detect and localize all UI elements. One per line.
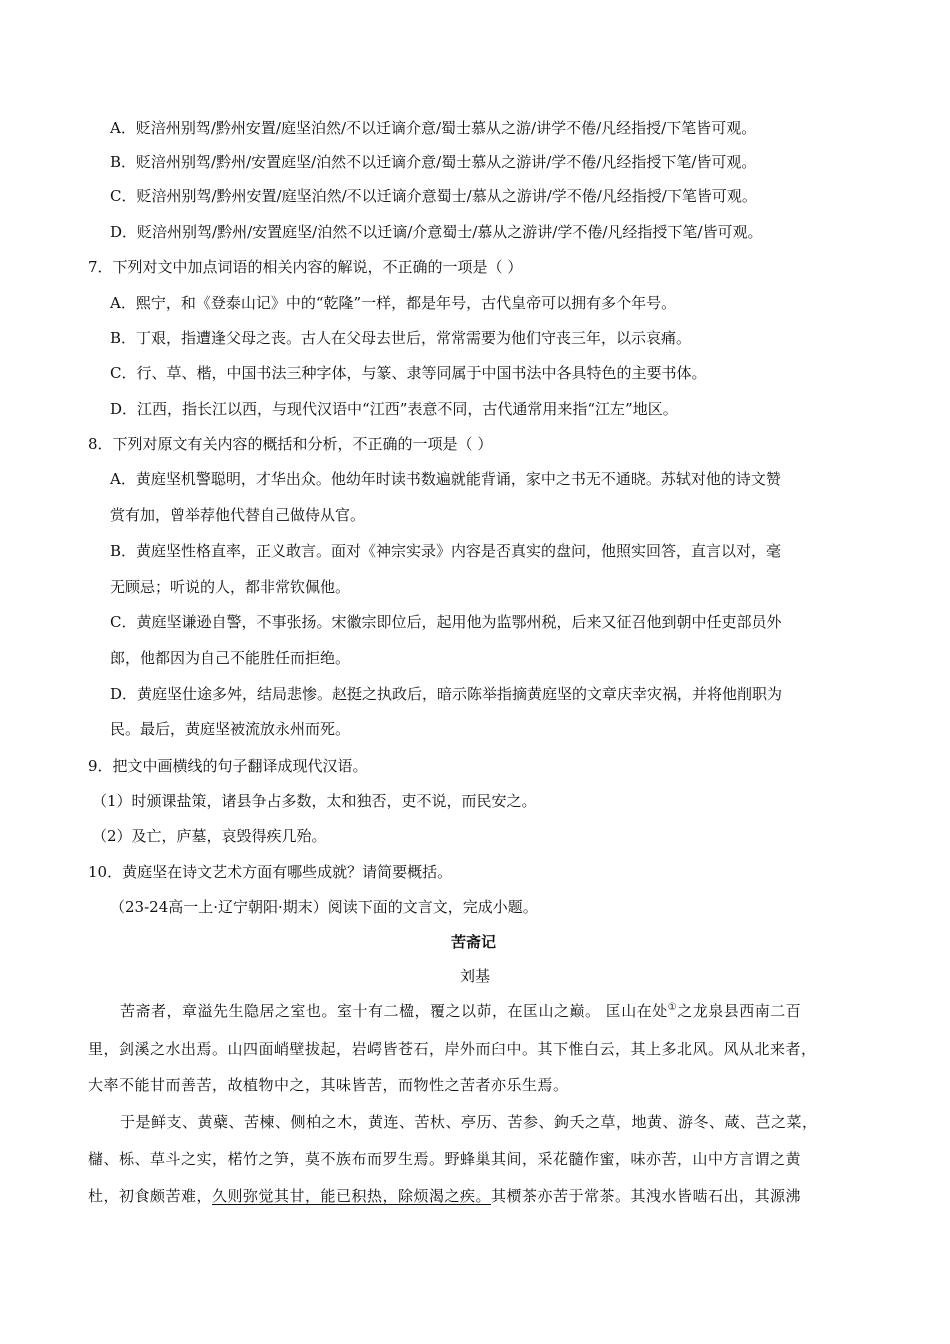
q8-option-c[interactable]: C．黄庭坚谦逊自警，不事张扬。宋徽宗即位后，起用他为监鄂州税，后来又征召他到朝中任吏部员外: [110, 613, 782, 631]
passage-p2-line2: 櫧、栎、草斗之实，楉竹之笋，莫不族布而罗生焉。野蜂巢其间，采花髓作蜜，味亦苦，山中方言谓之黄: [88, 1150, 802, 1168]
q8-option-d-cont: 民。最后，黄庭坚被流放永州而死。: [110, 720, 351, 738]
underlined-sentence: 久则弥觉其甘，能已积热，除烦渴之疾。: [212, 1187, 492, 1205]
q8-option-a[interactable]: A．黄庭坚机警聪明，才华出众。他幼年时读书数遍就能背诵，家中之书无不通晓。苏轼对他的诗文赞: [110, 470, 781, 488]
q9-sentence-1: （1）时颁课盐策，诸县争占多数，太和独否，吏不说，而民安之。: [92, 792, 537, 810]
q9-stem: 9．把文中画横线的句子翻译成现代汉语。: [88, 757, 368, 775]
source-line: （23-24高一上·辽宁朝阳·期末）阅读下面的文言文，完成小题。: [110, 898, 538, 916]
q6-option-a[interactable]: A．贬涪州别驾/黔州安置/庭坚泊然/不以迁谪介意/蜀士慕从之游/讲学不倦/凡经指授/下笔皆可观。: [110, 119, 757, 137]
q8-option-a-cont: 赏有加，曾举荐他代替自己做侍从官。: [110, 506, 366, 524]
q8-option-b-cont: 无顾忌；听说的人，都非常钦佩他。: [110, 578, 351, 596]
q8-stem: 8．下列对原文有关内容的概括和分析，不正确的一项是（ ）: [88, 435, 493, 453]
q8-option-b[interactable]: B．黄庭坚性格直率，正义敢言。面对《神宗实录》内容是否真实的盘问，他照实回答，直言以对，毫: [110, 542, 782, 560]
footnote-marker: ①: [667, 1002, 678, 1013]
passage-p2-line1: 于是鲜支、黄蘗、苦楝、侧柏之木，黄连、苦杕、亭历、苦参、鉤夭之草，地黄、游冬、葴、芑之菜，: [120, 1113, 818, 1131]
q8-option-c-cont: 郎，他都因为自己不能胜任而拒绝。: [110, 649, 351, 667]
passage-p2-line3: [88, 1186, 801, 1206]
q6-option-d[interactable]: D．贬涪州别驾/黔州/安置庭坚/泊然不以迁谪/介意蜀士/慕从之游讲/学不倦/凡经指授下笔/皆可观。: [110, 223, 763, 241]
passage-title: 苦斋记: [451, 933, 497, 951]
passage-author: 刘基: [460, 967, 491, 985]
q7-option-d[interactable]: D．江西，指长江以西，与现代汉语中“江西”表意不同，古代通常用来指“江左”地区。: [110, 400, 678, 418]
passage-p1-line1: [120, 1001, 801, 1021]
q7-stem: 7．下列对文中加点词语的相关内容的解说，不正确的一项是（ ）: [88, 258, 523, 276]
q7-option-b[interactable]: B．丁艰，指遭逢父母之丧。古人在父母去世后，常常需要为他们守丧三年，以示哀痛。: [110, 329, 692, 347]
passage-p1-line1-tail: 之龙泉县西南二百: [677, 1002, 802, 1020]
q10-stem: 10．黄庭坚在诗文艺术方面有哪些成就？请简要概括。: [88, 863, 453, 881]
q7-option-c[interactable]: C．行、草、楷，中国书法三种字体，与篆、隶等同属于中国书法中各具特色的主要书体。: [110, 364, 707, 382]
passage-p1-line1-text: 苦斋者，章溢先生隐居之室也。室十有二楹，覆之以茆，在匡山之巅。 匡山在处: [120, 1002, 668, 1020]
passage-p1-line2: 里，剑溪之水出焉。山四面峭壁拔起，岩崿皆苍石，岸外而臼中。其下惟白云，其上多北风。风从北来者，: [88, 1040, 817, 1058]
passage-p1-line3: 大率不能甘而善苦，故植物中之，其味皆苦，而物性之苦者亦乐生焉。: [88, 1076, 569, 1094]
q9-sentence-2: （2）及亡，庐墓，哀毁得疾几殆。: [92, 827, 327, 845]
q8-option-d[interactable]: D．黄庭坚仕途多舛，结局悲惨。赵挺之执政后，暗示陈举指摘黄庭坚的文章庆幸灾祸，并将他削职为: [110, 685, 783, 703]
passage-p2-line3-tail: 其槚茶亦苦于常茶。其洩水皆啮石出，其源沸: [491, 1187, 802, 1205]
q7-option-a[interactable]: A．熙宁，和《登泰山记》中的“乾隆”一样，都是年号，古代皇帝可以拥有多个年号。: [110, 294, 677, 312]
passage-p2-line3-head: 杜，初食颇苦难，: [88, 1187, 213, 1205]
q6-option-c[interactable]: C．贬涪州别驾/黔州安置/庭坚泊然/不以迁谪介意蜀士/慕从之游讲/学不倦/凡经指授/下笔皆可观。: [110, 187, 757, 205]
q6-option-b[interactable]: B．贬涪州别驾/黔州/安置庭坚/泊然不以迁谪介意/蜀士慕从之游讲/学不倦/凡经指授下笔/皆可观。: [110, 153, 757, 171]
